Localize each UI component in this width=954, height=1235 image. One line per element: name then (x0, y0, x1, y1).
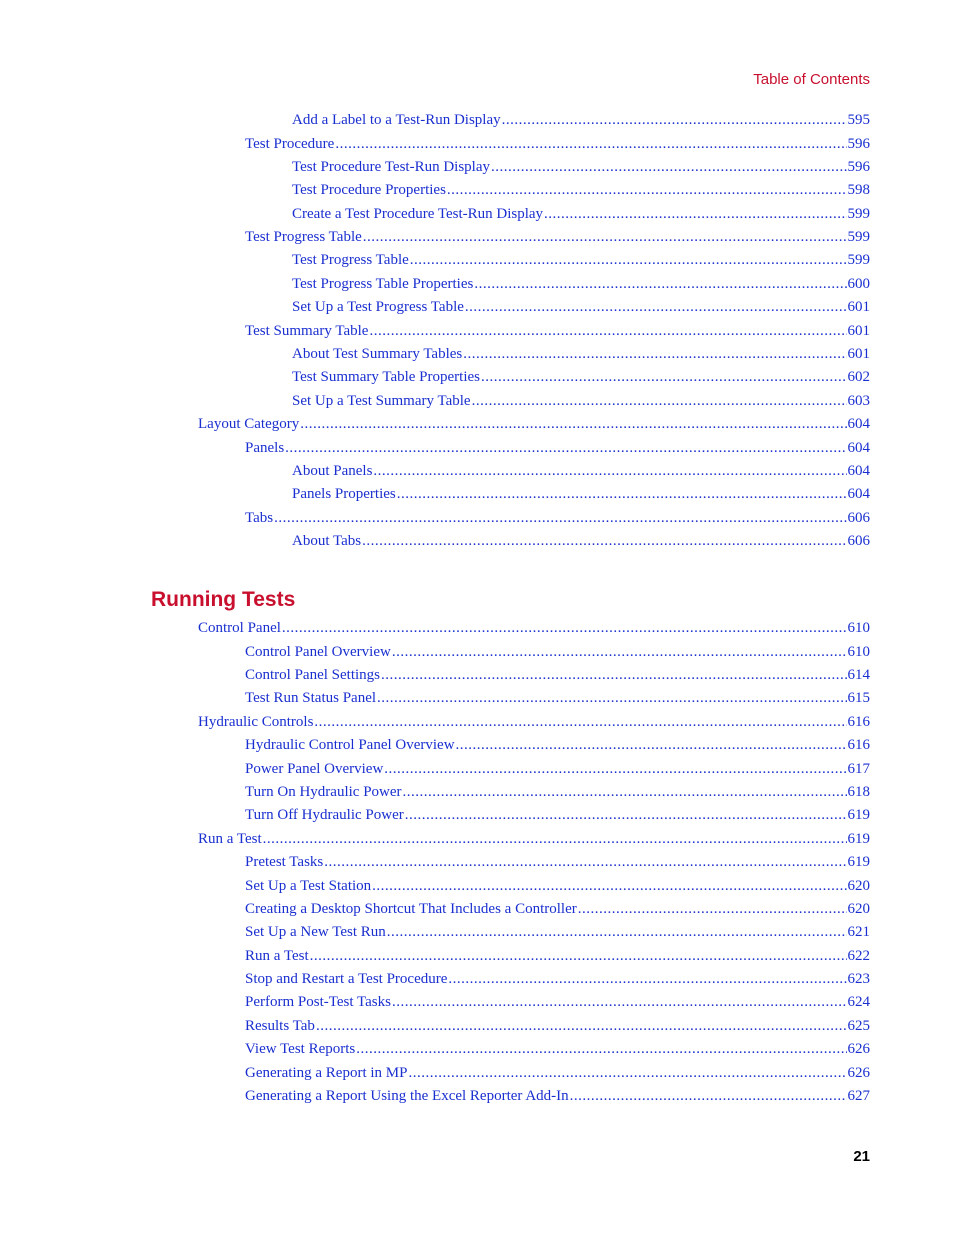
toc-entry-page: 610 (847, 644, 870, 660)
toc-entry-page: 624 (847, 994, 870, 1010)
toc-entry-page: 615 (847, 690, 870, 706)
toc-entry[interactable] (292, 206, 870, 228)
toc-entry-page: 626 (847, 1065, 870, 1081)
toc-entry-page: 601 (847, 346, 870, 362)
toc-entry-label: Stop and Restart a Test Procedure (245, 971, 448, 987)
toc-entry-label: Set Up a Test Progress Table (292, 299, 464, 315)
toc-entry-label: Perform Post-Test Tasks (245, 994, 391, 1010)
toc-entry[interactable] (292, 276, 870, 298)
toc-entry-label: Set Up a Test Station (245, 878, 372, 894)
dot-leader (314, 714, 846, 731)
toc-entry-page: 619 (847, 807, 870, 823)
toc-entry[interactable] (245, 323, 870, 345)
dot-leader (324, 854, 846, 871)
dot-leader (362, 533, 846, 550)
toc-entry-page: 595 (847, 112, 870, 128)
dot-leader (384, 761, 846, 778)
dot-leader (448, 971, 846, 988)
toc-entry-label: Generating a Report in MP (245, 1065, 408, 1081)
toc-entry-label: Turn On Hydraulic Power (245, 784, 402, 800)
toc-entry-page: 618 (847, 784, 870, 800)
dot-leader (310, 948, 847, 965)
dot-leader (456, 737, 847, 754)
toc-entry-label: Hydraulic Controls (198, 714, 314, 730)
toc-entry[interactable] (292, 393, 870, 415)
toc-entry-page: 596 (847, 159, 870, 175)
dot-leader (300, 416, 846, 433)
dot-leader (392, 644, 847, 661)
toc-entry-label: Test Procedure (245, 136, 335, 152)
toc-entry-page: 598 (847, 182, 870, 198)
toc-entry-label: Turn Off Hydraulic Power (245, 807, 404, 823)
dot-leader (387, 924, 847, 941)
toc-entry-page: 614 (847, 667, 870, 683)
dot-leader (481, 369, 846, 386)
toc-entry-label: Create a Test Procedure Test-Run Display (292, 206, 544, 222)
dot-leader (405, 807, 847, 824)
dot-leader (356, 1041, 846, 1058)
toc-entry-page: 599 (847, 252, 870, 268)
toc-entry-page: 604 (847, 416, 870, 432)
running-header: Table of Contents (753, 71, 870, 88)
toc-entry-label: Hydraulic Control Panel Overview (245, 737, 455, 753)
toc-entry-page: 616 (847, 737, 870, 753)
dot-leader (578, 901, 847, 918)
toc-entry[interactable] (292, 346, 870, 368)
toc-entry-label: Set Up a New Test Run (245, 924, 386, 940)
toc-entry-label: Generating a Report Using the Excel Reporter Add-In (245, 1088, 569, 1104)
toc-entry-page: 621 (847, 924, 870, 940)
toc-entry-label: Panels (245, 440, 285, 456)
toc-entry[interactable] (198, 714, 870, 736)
toc-entry-page: 602 (847, 369, 870, 385)
toc-entry-label: Test Progress Table (245, 229, 362, 245)
toc-entry[interactable] (198, 620, 870, 642)
toc-entry-page: 623 (847, 971, 870, 987)
toc-entry[interactable] (245, 1065, 870, 1087)
toc-entry-page: 616 (847, 714, 870, 730)
toc-entry-label: Add a Label to a Test-Run Display (292, 112, 501, 128)
toc-entry-page: 619 (847, 854, 870, 870)
toc-entry[interactable] (245, 1088, 870, 1110)
dot-leader (369, 323, 846, 340)
toc-entry-page: 601 (847, 299, 870, 315)
dot-leader (403, 784, 847, 801)
dot-leader (372, 878, 846, 895)
toc-entry-page: 620 (847, 901, 870, 917)
toc-entry-label: Control Panel Overview (245, 644, 391, 660)
toc-entry[interactable] (198, 831, 870, 853)
toc-entry-page: 604 (847, 440, 870, 456)
toc-entry[interactable] (245, 229, 870, 251)
toc-entry[interactable] (292, 182, 870, 204)
toc-entry[interactable] (292, 112, 870, 134)
toc-entry[interactable] (198, 416, 870, 438)
toc-entry-label: Pretest Tasks (245, 854, 324, 870)
toc-entry[interactable] (245, 644, 870, 666)
toc-entry-label: Test Progress Table (292, 252, 409, 268)
page-number: 21 (853, 1148, 870, 1165)
dot-leader (410, 252, 847, 269)
toc-entry-label: Power Panel Overview (245, 761, 384, 777)
toc-entry-page: 599 (847, 206, 870, 222)
toc-entry[interactable] (245, 440, 870, 462)
dot-leader (463, 346, 846, 363)
toc-entry[interactable] (245, 510, 870, 532)
toc-entry-label: Test Summary Table (245, 323, 369, 339)
toc-entry[interactable] (292, 369, 870, 391)
toc-entry-label: Set Up a Test Summary Table (292, 393, 471, 409)
toc-entry-page: 626 (847, 1041, 870, 1057)
toc-entry-label: View Test Reports (245, 1041, 356, 1057)
dot-leader (397, 486, 847, 503)
dot-leader (263, 831, 847, 848)
toc-entry[interactable] (292, 252, 870, 274)
toc-entry-page: 606 (847, 533, 870, 549)
toc-entry-label: Tabs (245, 510, 274, 526)
toc-entry[interactable] (245, 994, 870, 1016)
toc-entry-page: 604 (847, 486, 870, 502)
toc-entry[interactable] (292, 533, 870, 555)
dot-leader (392, 994, 847, 1011)
toc-entry-page: 596 (847, 136, 870, 152)
dot-leader (274, 510, 846, 527)
toc-entry-page: 603 (847, 393, 870, 409)
toc-entry[interactable] (245, 667, 870, 689)
dot-leader (316, 1018, 847, 1035)
dot-leader (502, 112, 847, 129)
toc-entry[interactable] (245, 761, 870, 783)
toc-entry[interactable] (245, 1041, 870, 1063)
toc-entry-page: 606 (847, 510, 870, 526)
dot-leader (335, 136, 846, 153)
dot-leader (491, 159, 846, 176)
toc-entry[interactable] (245, 854, 870, 876)
dot-leader (363, 229, 847, 246)
toc-entry-page: 599 (847, 229, 870, 245)
toc-entry-label: Run a Test (245, 948, 309, 964)
toc-entry[interactable] (245, 948, 870, 970)
toc-entry-page: 610 (847, 620, 870, 636)
toc-entry-label: Run a Test (198, 831, 262, 847)
toc-entry-label: Test Run Status Panel (245, 690, 377, 706)
dot-leader (474, 276, 846, 293)
toc-entry-page: 604 (847, 463, 870, 479)
toc-entry-page: 625 (847, 1018, 870, 1034)
toc-entry[interactable] (245, 1018, 870, 1040)
toc-entry[interactable] (245, 924, 870, 946)
dot-leader (373, 463, 846, 480)
toc-entry[interactable] (245, 737, 870, 759)
toc-entry-page: 619 (847, 831, 870, 847)
dot-leader (282, 620, 847, 637)
toc-entry[interactable] (292, 299, 870, 321)
toc-entry-label: Layout Category (198, 416, 300, 432)
toc-entry-label: About Panels (292, 463, 373, 479)
toc-entry-page: 620 (847, 878, 870, 894)
toc-entry-label: About Test Summary Tables (292, 346, 463, 362)
toc-entry[interactable] (245, 878, 870, 900)
toc-entry-label: Creating a Desktop Shortcut That Includes a Controller (245, 901, 577, 917)
toc-entry[interactable] (245, 784, 870, 806)
toc-entry[interactable] (245, 136, 870, 158)
toc-entry[interactable] (245, 690, 870, 712)
toc-entry-label: Test Summary Table Properties (292, 369, 481, 385)
toc-entry-label: Control Panel (198, 620, 281, 636)
toc-entry-label: Results Tab (245, 1018, 315, 1034)
toc-entry-label: Test Procedure Properties (292, 182, 446, 198)
toc-entry-page: 617 (847, 761, 870, 777)
dot-leader (447, 182, 847, 199)
toc-entry-label: Test Procedure Test-Run Display (292, 159, 491, 175)
toc-entry-page: 601 (847, 323, 870, 339)
toc-entry[interactable] (292, 159, 870, 181)
dot-leader (570, 1088, 847, 1105)
toc-entry[interactable] (292, 463, 870, 485)
toc-entry[interactable] (245, 807, 870, 829)
dot-leader (472, 393, 847, 410)
dot-leader (465, 299, 847, 316)
toc-entry[interactable] (245, 901, 870, 923)
toc-entry-page: 627 (847, 1088, 870, 1104)
toc-entry-page: 622 (847, 948, 870, 964)
dot-leader (408, 1065, 846, 1082)
section-heading: Running Tests (151, 588, 296, 611)
toc-entry[interactable] (245, 971, 870, 993)
toc-entry-label: Panels Properties (292, 486, 396, 502)
toc-entry-label: Control Panel Settings (245, 667, 380, 683)
dot-leader (285, 440, 846, 457)
toc-entry-page: 600 (847, 276, 870, 292)
toc-entry[interactable] (292, 486, 870, 508)
toc-entry-label: Test Progress Table Properties (292, 276, 474, 292)
dot-leader (544, 206, 846, 223)
dot-leader (377, 690, 846, 707)
dot-leader (381, 667, 847, 684)
toc-entry-label: About Tabs (292, 533, 362, 549)
